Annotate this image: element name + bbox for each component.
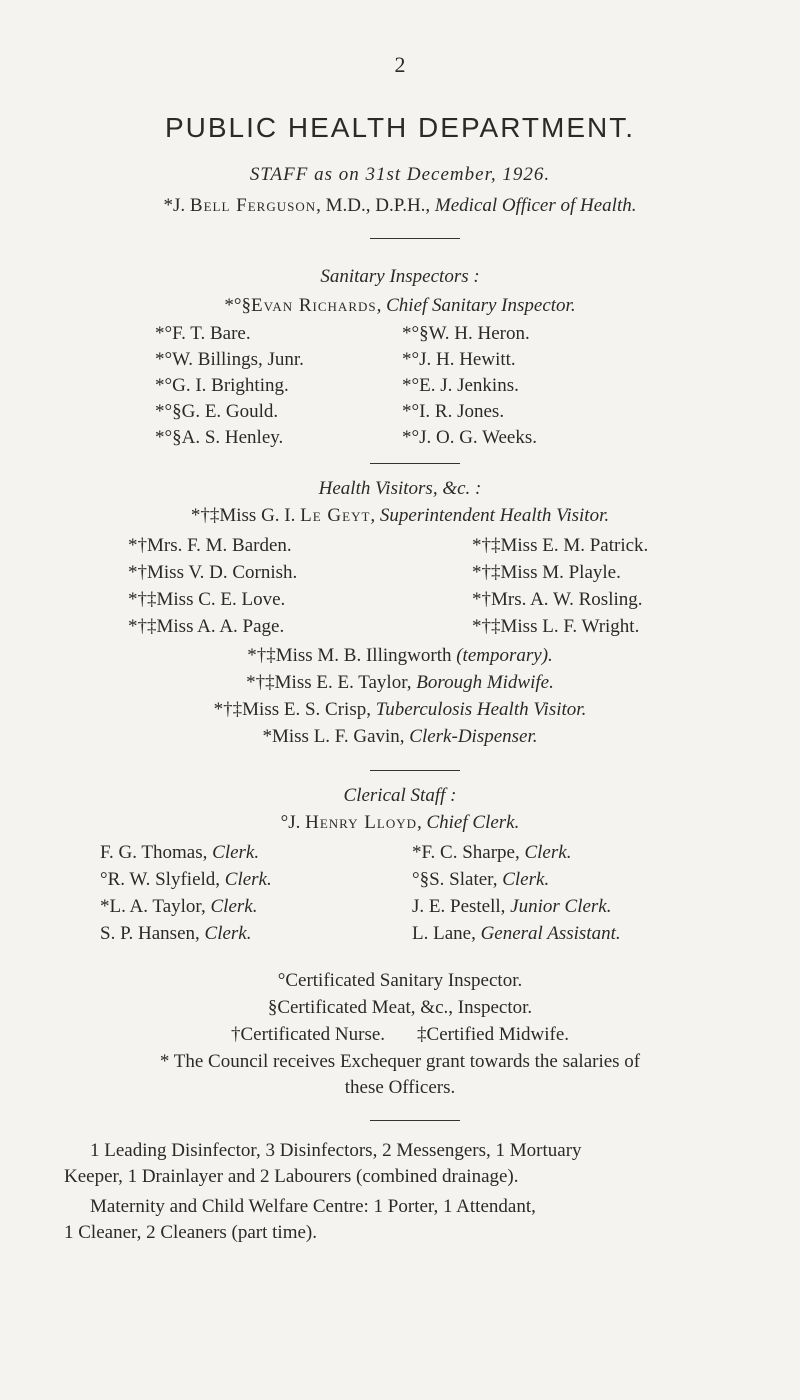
health-visitors-heading: Health Visitors, &c. : — [318, 478, 482, 499]
legend-midwife: ‡Certified Midwife. — [417, 1024, 570, 1045]
clerk-name: *F. C. Sharpe, — [412, 842, 525, 863]
chief-clerk-role: , Chief Clerk. — [416, 812, 520, 833]
clerk-name: S. P. Hansen, — [100, 923, 205, 944]
chief-sanitary-prefix: *°§ — [224, 295, 252, 316]
visitor-extra-role: Clerk-Dispenser. — [409, 726, 538, 747]
clerk-name: *L. A. Taylor, — [100, 896, 211, 917]
superintendent-line — [0, 505, 800, 527]
moh-prefix: *J. — [163, 195, 190, 216]
footer-para1-line2: Keeper, 1 Drainlayer and 2 Labourers (combined drainage). — [64, 1166, 519, 1187]
visitor-left-item: *†Mrs. F. M. Barden. — [128, 535, 292, 556]
visitor-left-item: *†‡Miss A. A. Page. — [128, 616, 285, 637]
clerk-name: F. G. Thomas, — [100, 842, 213, 863]
clerk-left-item — [100, 896, 257, 918]
sanitary-left-item: *°F. T. Bare. — [155, 323, 251, 344]
sanitary-heading: Sanitary Inspectors : — [320, 266, 480, 287]
visitor-right-item: *†‡Miss E. M. Patrick. — [472, 535, 649, 556]
visitor-right-item: *†‡Miss L. F. Wright. — [472, 616, 640, 637]
superintendent-name: Le Geyt — [300, 505, 371, 526]
clerical-heading: Clerical Staff : — [343, 785, 457, 806]
clerk-name: °R. W. Slyfield, — [100, 869, 225, 890]
divider — [370, 238, 460, 239]
chief-sanitary-line — [0, 295, 800, 317]
legend-sanitary-inspector: °Certificated Sanitary Inspector. — [277, 970, 523, 991]
clerk-right-item — [412, 923, 621, 945]
sanitary-right-item: *°§W. H. Heron. — [402, 323, 530, 344]
chief-clerk-prefix: °J. — [280, 812, 306, 833]
medical-officer-line — [0, 195, 800, 217]
clerk-right-item — [412, 869, 549, 891]
sanitary-right-item: *°J. O. G. Weeks. — [402, 427, 538, 448]
clerk-role: Clerk. — [204, 923, 252, 944]
visitor-extra-line — [0, 726, 800, 748]
visitor-right-item: *†Mrs. A. W. Rosling. — [472, 589, 643, 610]
chief-clerk-line — [0, 812, 800, 834]
sanitary-right-item: *°J. H. Hewitt. — [402, 349, 516, 370]
sanitary-left-item: *°§G. E. Gould. — [155, 401, 279, 422]
superintendent-role: , Superintendent Health Visitor. — [370, 505, 610, 526]
sanitary-left-item: *°G. I. Brighting. — [155, 375, 289, 396]
clerk-role: Clerk. — [224, 869, 272, 890]
visitor-left-item: *†Miss V. D. Cornish. — [128, 562, 298, 583]
page-number: 2 — [394, 52, 406, 77]
legend-nurse-midwife — [0, 1024, 800, 1046]
visitor-extra-name: *†‡Miss M. B. Illingworth — [247, 645, 457, 666]
visitor-extra-role: (temporary). — [456, 645, 553, 666]
chief-sanitary-role: , Chief Sanitary Inspector. — [376, 295, 576, 316]
footer-para2-line2: 1 Cleaner, 2 Cleaners (part time). — [64, 1222, 318, 1243]
clerk-left-item — [100, 869, 272, 891]
clerk-left-item — [100, 923, 251, 945]
superintendent-prefix: *†‡Miss G. I. — [190, 505, 301, 526]
clerk-right-item — [412, 896, 612, 918]
moh-role: Medical Officer of Health. — [434, 195, 637, 216]
legend-exchequer-line1: * The Council receives Exchequer grant towards the salaries of — [159, 1051, 641, 1072]
divider — [370, 463, 460, 464]
moh-name: Bell Ferguson — [189, 195, 317, 216]
legend-nurse: †Certificated Nurse. — [230, 1024, 386, 1045]
divider — [370, 1120, 460, 1121]
clerk-role: Clerk. — [212, 842, 260, 863]
sanitary-right-item: *°I. R. Jones. — [402, 401, 505, 422]
clerk-left-item — [100, 842, 259, 864]
legend-exchequer-line2: these Officers. — [344, 1077, 456, 1098]
clerk-role: Clerk. — [210, 896, 258, 917]
clerk-role: Junior Clerk. — [510, 896, 612, 917]
clerk-role: Clerk. — [524, 842, 572, 863]
clerk-right-item — [412, 842, 571, 864]
visitor-extra-line — [0, 672, 800, 694]
moh-quals: , M.D., D.P.H., — [316, 195, 435, 216]
clerk-name: °§S. Slater, — [412, 869, 503, 890]
clerk-name: L. Lane, — [412, 923, 481, 944]
staff-date-line: STAFF as on 31st December, 1926. — [249, 164, 551, 185]
visitor-left-item: *†‡Miss C. E. Love. — [128, 589, 286, 610]
visitor-extra-role: Borough Midwife. — [416, 672, 554, 693]
clerk-role: General Assistant. — [480, 923, 621, 944]
visitor-extra-name: *†‡Miss E. E. Taylor, — [246, 672, 417, 693]
legend-meat-inspector: §Certificated Meat, &c., Inspector. — [267, 997, 533, 1018]
footer-para2-line1: Maternity and Child Welfare Centre: 1 Porter, 1 Attendant, — [90, 1196, 536, 1217]
visitor-right-item: *†‡Miss M. Playle. — [472, 562, 621, 583]
chief-sanitary-name: Evan Richards — [251, 295, 377, 316]
footer-para1-line1: 1 Leading Disinfector, 3 Disinfectors, 2 Messengers, 1 Mortuary — [90, 1140, 582, 1161]
visitor-extra-name: *Miss L. F. Gavin, — [262, 726, 410, 747]
page-title: PUBLIC HEALTH DEPARTMENT. — [164, 112, 636, 143]
sanitary-left-item: *°§A. S. Henley. — [155, 427, 284, 448]
clerk-name: J. E. Pestell, — [412, 896, 511, 917]
clerk-role: Clerk. — [502, 869, 550, 890]
visitor-extra-line — [0, 645, 800, 667]
visitor-extra-line — [0, 699, 800, 721]
sanitary-left-item: *°W. Billings, Junr. — [155, 349, 304, 370]
visitor-extra-role: Tuberculosis Health Visitor. — [375, 699, 587, 720]
divider — [370, 770, 460, 771]
visitor-extra-name: *†‡Miss E. S. Crisp, — [213, 699, 376, 720]
chief-clerk-name: Henry Lloyd — [305, 812, 417, 833]
sanitary-right-item: *°E. J. Jenkins. — [402, 375, 519, 396]
